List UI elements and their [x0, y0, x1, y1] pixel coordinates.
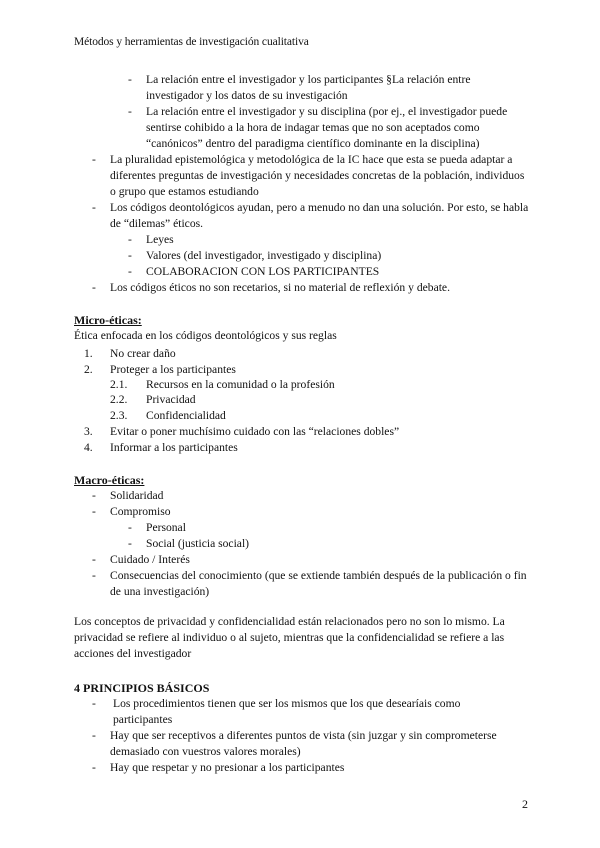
page-number: 2 [522, 797, 528, 811]
principios-section [0, 680, 600, 776]
list-item: - Hay que ser receptivos a diferentes puntos de vista (sin juzgar y sin comprometerse demasiado con vuestros valores morales) [92, 729, 497, 758]
list-item: 2.3. Confidencialidad [110, 409, 226, 422]
ethics-list [0, 72, 600, 296]
list-item: - Los códigos éticos no son recetarios, si no material de reflexión y debate. [92, 281, 450, 294]
macro-eticas-section [0, 472, 600, 600]
list-item: 2.2. Privacidad [110, 393, 196, 406]
list-item: 2. Proteger a los participantes [84, 363, 236, 376]
list-item: 1. No crear daño [84, 347, 176, 360]
list-item: - La pluralidad epistemológica y metodológica de la IC hace que esta se pueda adaptar a diferentes preguntas de investigación y necesidades concretas de la población, individuos o grupo que estamos estudiando [92, 153, 525, 198]
list-item: - La relación entre el investigador y los participantes §La relación entre investigador y los datos de su investigación [128, 73, 471, 102]
list-item: - Los códigos deontológicos ayudan, pero a menudo no dan una solución. Por esto, se habla de “dilemas” éticos. [92, 201, 529, 230]
list-item: - Valores (del investigador, investigado y disciplina) [128, 249, 382, 262]
list-item: 4. Informar a los participantes [84, 441, 238, 454]
section-heading: Micro-éticas: [74, 313, 142, 327]
list-item: - Social (justicia social) [128, 537, 250, 550]
list-item: - Hay que respetar y no presionar a los participantes [92, 761, 345, 774]
list-item: 3. Evitar o poner muchísimo cuidado con las “relaciones dobles” [84, 425, 400, 438]
section-intro: Ética enfocada en los códigos deontológicos y sus reglas [74, 329, 337, 342]
micro-eticas-section [0, 312, 600, 456]
list-item: - Consecuencias del conocimiento (que se extiende también después de la publicación o fin de una investigación) [92, 569, 527, 598]
list-item: - Cuidado / Interés [92, 553, 190, 566]
list-item: - Los procedimientos tienen que ser los mismos que los que desearíais como participantes [92, 697, 461, 726]
list-item: - Personal [128, 521, 186, 534]
running-header: Métodos y herramientas de investigación cualitativa [74, 36, 309, 48]
privacy-paragraph: Los conceptos de privacidad y confidencialidad están relacionados pero no son lo mismo. La privacidad se refiere al individuo o al sujeto, mientras que la confidencialidad se refiere a las acciones del investigador [74, 615, 505, 660]
list-item: - Leyes [128, 233, 174, 246]
list-item: - Compromiso [92, 505, 171, 518]
list-item: 2.1. Recursos en la comunidad o la profesión [110, 378, 335, 391]
list-item: - La relación entre el investigador y su disciplina (por ej., el investigador puede sentirse cohibido a la hora de indagar temas que no son aceptados como “canónicos” dentro del paradigma científico dominante en la disciplina) [128, 105, 508, 150]
section-heading: Macro-éticas: [74, 473, 145, 487]
list-item: - COLABORACION CON LOS PARTICIPANTES [128, 265, 380, 278]
list-item: - Solidaridad [92, 489, 164, 502]
section-heading: 4 PRINCIPIOS BÁSICOS [74, 681, 210, 695]
